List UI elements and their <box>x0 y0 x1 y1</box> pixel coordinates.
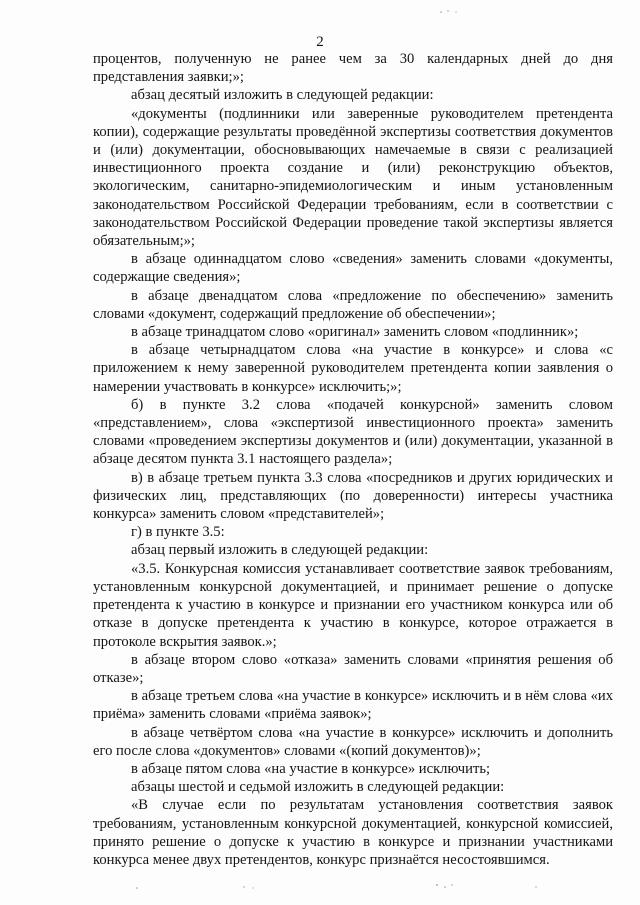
paragraph: в абзаце четвёртом слова «на участие в конкурсе» исключить и дополнить его после слова «документов» словами «(копий документов)»; <box>93 724 613 759</box>
paragraph: в абзаце втором слово «отказа» заменить словами «принятия решения об отказе»; <box>93 651 613 686</box>
paragraph: в абзаце тринадцатом слово «оригинал» заменить словом «подлинник»; <box>131 324 579 341</box>
paragraph: в абзаце одиннадцатом слово «сведения» заменить словами «документы, содержащие сведения»; <box>93 251 613 286</box>
page-number: 2 <box>316 34 324 50</box>
paragraph: в) в абзаце третьем пункта 3.3 слова «посредников и других юридических и физических лиц, представляющих (по доверенности) интересы участника конкурса» заменить словом «представителей»; <box>93 469 613 523</box>
paragraph: в абзаце третьем слова «на участие в конкурсе» исключить и в нём слова «их приёма» заменить словами «приёма заявок»; <box>93 688 613 723</box>
paragraph: г) в пункте 3.5: <box>131 524 225 541</box>
paragraph: в абзаце четырнадцатом слова «на участие в конкурсе» и слова «с приложением к нему заверенной руководителем претендента копии заявления о намерении участвовать в конкурсе» исключить;»; <box>93 342 613 395</box>
paragraph: абзац десятый изложить в следующей редакции: <box>131 87 434 104</box>
paragraph: в абзаце пятом слова «на участие в конкурсе» исключить; <box>131 760 491 777</box>
paragraph: абзац первый изложить в следующей редакции: <box>131 542 429 559</box>
paragraph: «документы (подлинники или заверенные руководителем претендента копии), содержащие результаты проведённой экспертизы соответствия документов и (или) документации, обосновывающих намечаемые в связи с реализацией инвестиционного проекта создание и (или) реконструкцию объектов, экологическим, санитарно-эпидемиологическим и иным установленным законодательством Российской Федерации требованиям, если в соответствии с законодательством Российской Федерации проведение такой экспертизы является обязательным;»; <box>93 105 613 250</box>
paragraph: в абзаце двенадцатом слова «предложение по обеспечению» заменить словами «документ, содержащий предложение об обеспечении»; <box>93 287 613 322</box>
paragraph: «В случае если по результатам установления соответствия заявок требованиям, установленным конкурсной документацией, конкурсной комиссией, принято решение о допуске к участию в конкурсе и признании участниками конкурса менее двух претендентов, конкурс признаётся несостоявшимся. <box>93 797 613 868</box>
document-body <box>93 50 613 869</box>
paragraph: абзацы шестой и седьмой изложить в следующей редакции: <box>131 779 505 796</box>
paragraph: б) в пункте 3.2 слова «подачей конкурсной» заменить словом «представлением», слова «экспертизой инвестиционного проекта» заменить словами «проведением экспертизы документов и (или) документации, указанной в абзаце десятом пункта 3.1 настоящего раздела»; <box>93 396 613 468</box>
paragraph: процентов, полученную не ранее чем за 30 календарных дней до дня представления заявки;»; <box>93 51 613 86</box>
paragraph: «3.5. Конкурсная комиссия устанавливает соответствие заявок требованиям, установленным конкурсной документацией, и принимает решение о допуске претендента к участию в конкурсе и признании его участником конкурса или об отказе в допуске претендента к участию в конкурсе, которое отражается в протоколе вскрытия заявок.»; <box>93 560 613 650</box>
